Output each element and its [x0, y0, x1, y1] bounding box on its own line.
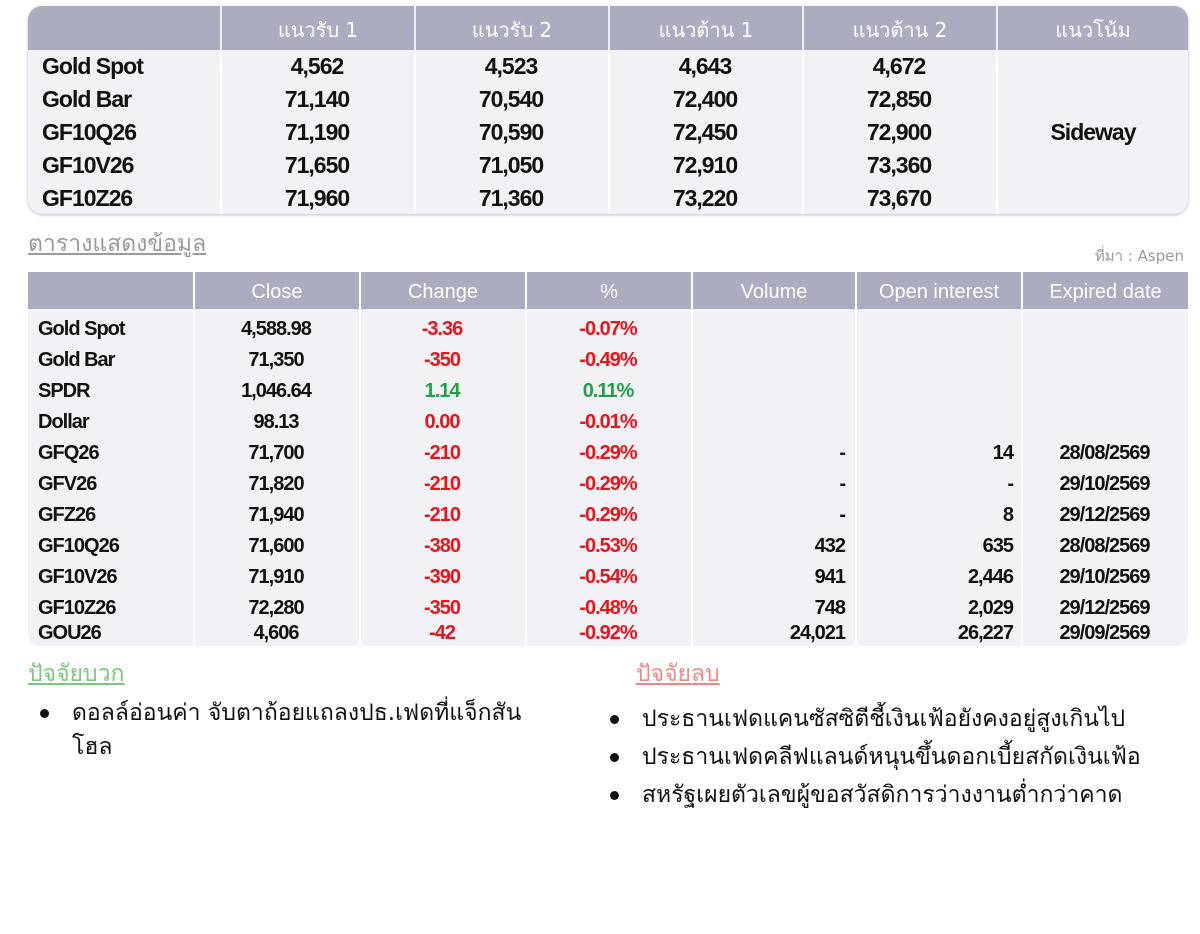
sr-header-support-2: แนวรับ 2 [414, 6, 608, 50]
open-interest-value: 2,446 [967, 566, 1013, 588]
instrument-name: GFZ26 [38, 504, 96, 526]
instrument-name: Gold Bar [38, 349, 115, 371]
sr-instrument: Gold Spot [42, 53, 143, 79]
instrument-name: Dollar [38, 411, 89, 433]
sr-resistance-2: 73,670 [866, 185, 932, 211]
volume-value [691, 376, 855, 407]
sr-instrument: GF10V26 [42, 152, 134, 178]
volume-value [691, 407, 855, 438]
table-row [28, 438, 1188, 469]
instrument-name: GFV26 [38, 473, 97, 495]
volume-value [691, 314, 855, 345]
expired-date-value [1021, 345, 1188, 376]
change-value: -380 [423, 535, 461, 557]
sr-support-2: 70,540 [478, 86, 544, 112]
sr-instrument: GF10Q26 [42, 119, 136, 145]
volume-value: 748 [814, 597, 845, 619]
sr-header-resistance-1: แนวต้าน 1 [608, 6, 802, 50]
open-interest-value: - [1007, 473, 1013, 495]
change-value: -210 [423, 473, 461, 495]
open-interest-value [855, 407, 1021, 438]
open-interest-value: 26,227 [957, 622, 1013, 644]
table-row [28, 618, 1188, 646]
change-value: 1.14 [424, 380, 460, 402]
open-interest-value [855, 314, 1021, 345]
table-row [28, 562, 1188, 593]
sr-resistance-2: 72,900 [866, 119, 932, 145]
sr-resistance-1: 73,220 [672, 185, 738, 211]
percent-value: -0.48% [579, 597, 637, 619]
table-row [28, 500, 1188, 531]
expired-date-value [1021, 314, 1188, 345]
factor-text: ดอลล์อ่อนค่า จับตาถ้อยแถลงปธ.เฟดที่แจ็กสันโฮล [72, 700, 522, 760]
sr-resistance-1: 72,910 [672, 152, 738, 178]
close-value: 71,820 [248, 473, 304, 495]
close-value: 71,700 [248, 442, 304, 464]
close-value: 72,280 [248, 597, 304, 619]
list-item [604, 702, 1164, 736]
header-change: Change [359, 272, 525, 309]
percent-value: -0.29% [579, 473, 637, 495]
sr-header-row [28, 6, 1188, 50]
sr-support-1: 71,190 [284, 119, 350, 145]
sr-header-name [28, 6, 220, 50]
sr-row [28, 116, 998, 149]
table-row [28, 407, 1188, 438]
sr-header-resistance-2: แนวต้าน 2 [802, 6, 996, 50]
instrument-name: GF10Q26 [38, 535, 119, 557]
sr-header-support-1: แนวรับ 1 [220, 6, 414, 50]
instrument-name: SPDR [38, 380, 90, 402]
instrument-name: Gold Spot [38, 318, 125, 340]
source-note: ที่มา : Aspen [1094, 247, 1184, 265]
expired-date-value [1021, 376, 1188, 407]
header-open-interest: Open interest [855, 272, 1021, 309]
bullet-icon [40, 709, 49, 718]
sr-support-1: 71,140 [284, 86, 350, 112]
expired-date-value: 29/10/2569 [1059, 473, 1150, 495]
open-interest-value: 2,029 [967, 597, 1013, 619]
expired-date-value: 28/08/2569 [1059, 535, 1150, 557]
expired-date-value: 29/09/2569 [1059, 622, 1150, 644]
expired-date-value: 29/12/2569 [1059, 504, 1150, 526]
header-close: Close [193, 272, 359, 309]
volume-value: - [839, 473, 845, 495]
volume-value: - [839, 442, 845, 464]
percent-value: -0.92% [579, 622, 637, 644]
percent-value: -0.49% [579, 349, 637, 371]
sr-resistance-2: 72,850 [866, 86, 932, 112]
close-value: 71,600 [248, 535, 304, 557]
sr-row [28, 83, 998, 116]
sr-row [28, 149, 998, 182]
table-row [28, 376, 1188, 407]
header-expired-date: Expired date [1021, 272, 1188, 309]
market-data-table [28, 272, 1188, 646]
positive-factors-title: ปัจจัยบวก [28, 661, 125, 687]
percent-value: -0.29% [579, 504, 637, 526]
instrument-name: GFQ26 [38, 442, 99, 464]
close-value: 98.13 [253, 411, 299, 433]
sr-instrument: Gold Bar [42, 86, 132, 112]
volume-value: 432 [814, 535, 845, 557]
change-value: 0.00 [424, 411, 460, 433]
change-value: -390 [423, 566, 461, 588]
sr-support-2: 4,523 [484, 53, 538, 79]
bullet-icon [610, 791, 619, 800]
open-interest-value [855, 376, 1021, 407]
factor-text: ประธานเฟดแคนซัสซิตีชี้เงินเฟ้อยังคงอยู่สูงเกินไป [642, 706, 1126, 732]
close-value: 4,606 [253, 622, 299, 644]
sr-resistance-2: 73,360 [866, 152, 932, 178]
table-row [28, 531, 1188, 562]
sr-row [28, 50, 998, 83]
list-item [604, 778, 1164, 812]
change-value: -3.36 [421, 318, 463, 340]
volume-value: 941 [814, 566, 845, 588]
market-header-row [28, 272, 1188, 309]
open-interest-value: 635 [982, 535, 1013, 557]
expired-date-value: 28/08/2569 [1059, 442, 1150, 464]
sr-support-1: 71,650 [284, 152, 350, 178]
open-interest-value [855, 345, 1021, 376]
sr-support-1: 4,562 [290, 53, 344, 79]
factor-text: สหรัฐเผยตัวเลขผู้ขอสวัสดิการว่างงานต่ำกว่าคาด [642, 782, 1123, 808]
table-row [28, 314, 1188, 345]
table-row [28, 469, 1188, 500]
factor-text: ประธานเฟดคลีฟแลนด์หนุนขึ้นดอกเบี้ยสกัดเงินเฟ้อ [642, 744, 1141, 770]
sr-resistance-1: 72,400 [672, 86, 738, 112]
sr-row [28, 182, 998, 214]
volume-value [691, 345, 855, 376]
instrument-name: GOU26 [38, 622, 101, 644]
percent-value: -0.07% [579, 318, 637, 340]
close-value: 4,588.98 [241, 318, 311, 340]
volume-value: 24,021 [789, 622, 845, 644]
change-value: -350 [423, 349, 461, 371]
percent-value: 0.11% [582, 380, 634, 402]
change-value: -210 [423, 442, 461, 464]
open-interest-value: 8 [1002, 504, 1013, 526]
change-value: -210 [423, 504, 461, 526]
percent-value: -0.53% [579, 535, 637, 557]
percent-value: -0.01% [579, 411, 637, 433]
trend-value: Sideway [1050, 118, 1136, 145]
instrument-name: GF10V26 [38, 566, 117, 588]
volume-value: - [839, 504, 845, 526]
sr-resistance-2: 4,672 [872, 53, 926, 79]
sr-support-1: 71,960 [284, 185, 350, 211]
close-value: 71,350 [248, 349, 304, 371]
header-percent: % [525, 272, 691, 309]
bullet-icon [610, 715, 619, 724]
table-row [28, 345, 1188, 376]
header-volume: Volume [691, 272, 855, 309]
close-value: 1,046.64 [241, 380, 311, 402]
percent-value: -0.29% [579, 442, 637, 464]
expired-date-value: 29/12/2569 [1059, 597, 1150, 619]
open-interest-value: 14 [992, 442, 1013, 464]
sr-support-2: 71,050 [478, 152, 544, 178]
negative-factors-title: ปัจจัยลบ [636, 661, 720, 687]
sr-support-2: 70,590 [478, 119, 544, 145]
expired-date-value: 29/10/2569 [1059, 566, 1150, 588]
list-item [34, 696, 554, 764]
list-item [604, 740, 1164, 774]
negative-factors-list [604, 702, 1164, 816]
support-resistance-table [28, 6, 1188, 214]
positive-factors-list [34, 696, 554, 768]
header-instrument [28, 272, 193, 309]
change-value: -350 [423, 597, 461, 619]
sr-support-2: 71,360 [478, 185, 544, 211]
sr-instrument: GF10Z26 [42, 185, 133, 211]
percent-value: -0.54% [579, 566, 637, 588]
change-value: -42 [429, 622, 455, 644]
bullet-icon [610, 753, 619, 762]
close-value: 71,940 [248, 504, 304, 526]
expired-date-value [1021, 407, 1188, 438]
sr-resistance-1: 4,643 [678, 53, 732, 79]
sr-header-trend: แนวโน้ม [996, 6, 1188, 50]
data-table-title: ตารางแสดงข้อมูล [28, 231, 207, 257]
close-value: 71,910 [248, 566, 304, 588]
instrument-name: GF10Z26 [38, 597, 116, 619]
sr-resistance-1: 72,450 [672, 119, 738, 145]
